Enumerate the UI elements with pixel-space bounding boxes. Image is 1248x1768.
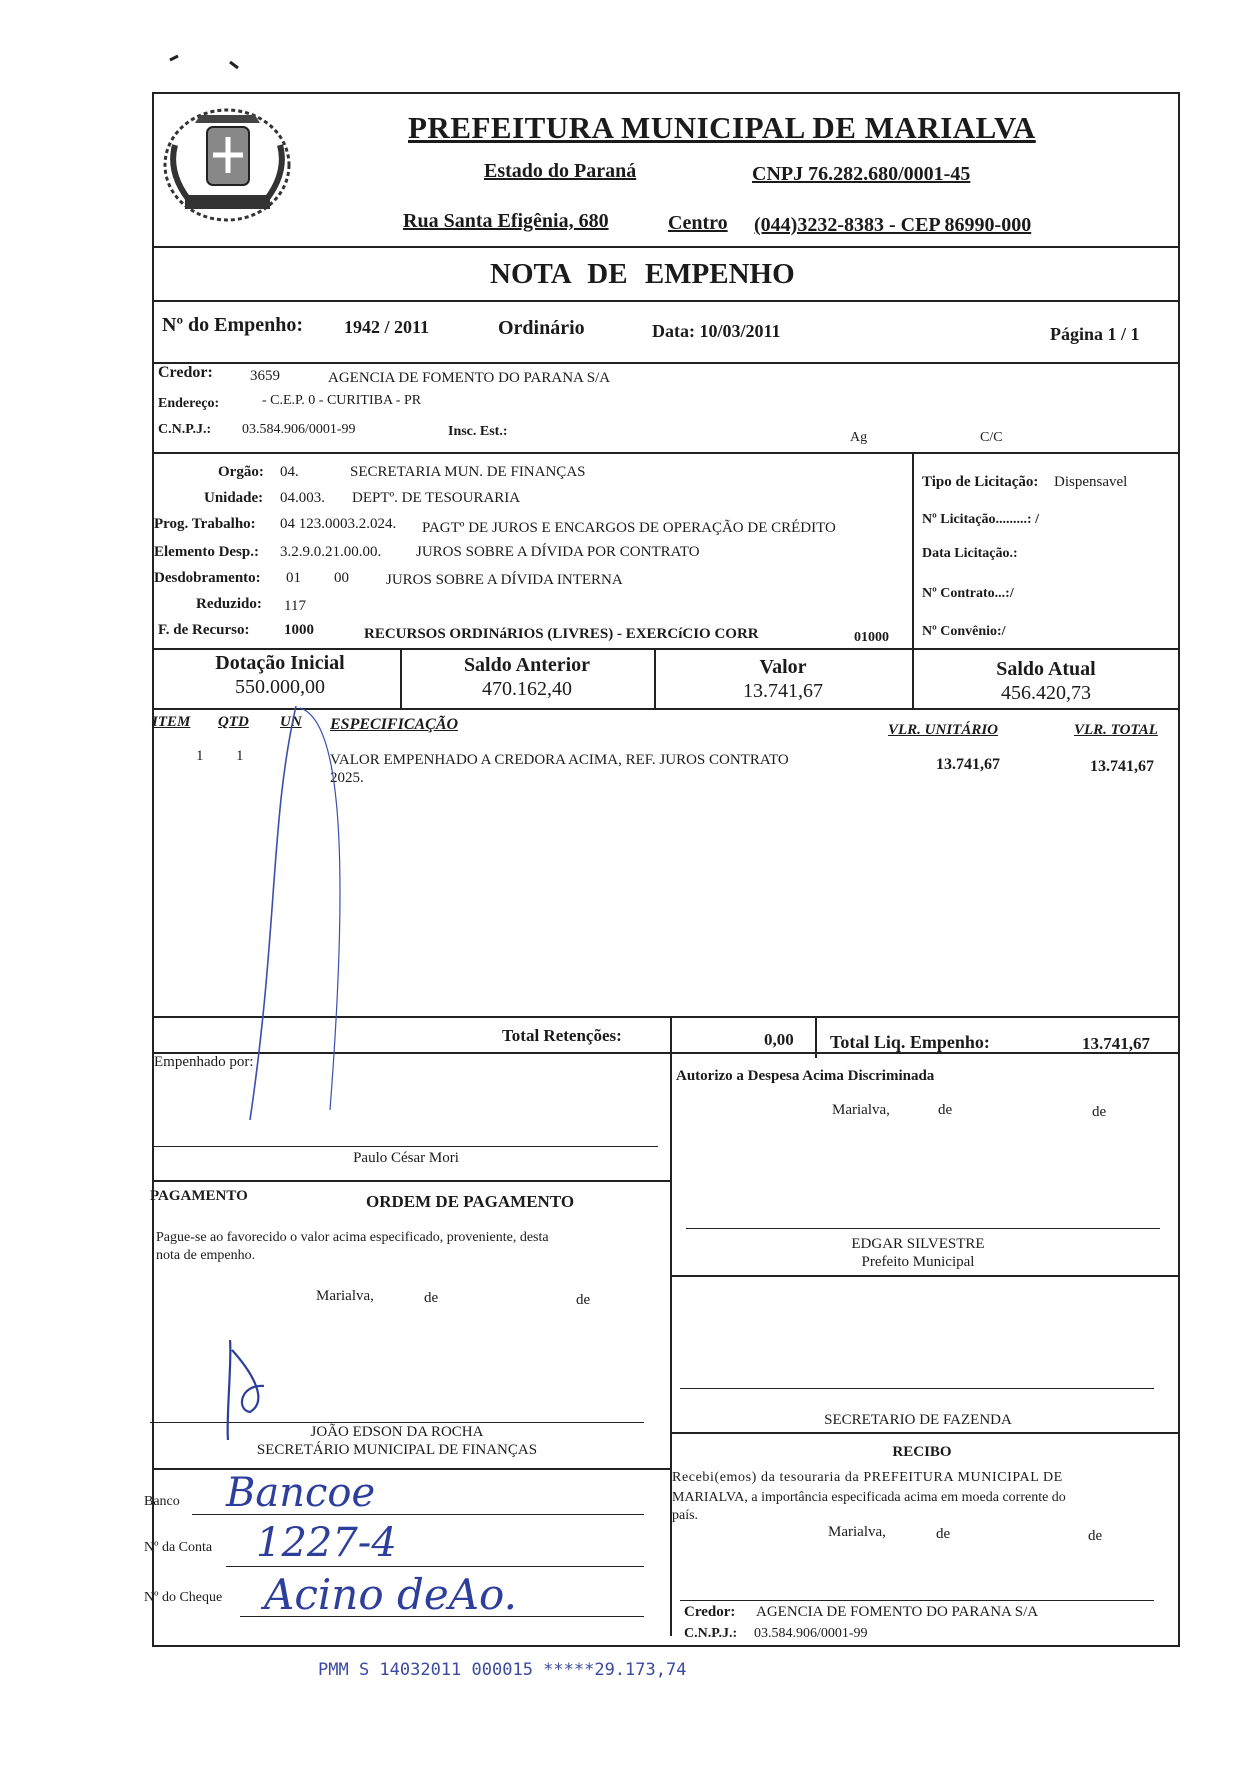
state-name: Estado do Paraná — [484, 160, 637, 182]
pagamento-de2: de — [576, 1292, 591, 1308]
empenho-type: Ordinário — [498, 317, 585, 339]
recibo-cnpj: 03.584.906/0001-99 — [754, 1626, 868, 1641]
recibo-de2: de — [1088, 1528, 1103, 1544]
row-valor-total: 13.741,67 — [1090, 758, 1154, 775]
total-liquido-value: 13.741,67 — [1082, 1034, 1150, 1053]
pagamento-city: Marialva, — [316, 1288, 374, 1304]
col-especificacao: ESPECIFICAÇÃO — [330, 716, 459, 733]
autorizo-de2: de — [1092, 1104, 1107, 1120]
credor-name: AGENCIA DE FOMENTO DO PARANA S/A — [328, 370, 611, 386]
contrato-number: Nº Contrato...:/ — [922, 586, 1014, 601]
empenhado-por-name: Paulo César Mori — [353, 1150, 459, 1166]
recurso-desc: RECURSOS ORDINáRIOS (LIVRES) - EXERCíCIO CORR — [364, 626, 759, 642]
col-qtd: QTD — [218, 714, 249, 730]
account-label: C/C — [980, 430, 1003, 445]
desdobramento-code2: 00 — [334, 570, 349, 586]
recurso-label: F. de Recurso: — [158, 622, 250, 638]
empenhado-por-label: Empenhado por: — [154, 1054, 254, 1070]
desdobramento-label: Desdobramento: — [154, 570, 261, 586]
prog-trabalho-code: 04 123.0003.2.024. — [280, 516, 397, 532]
credor-cnpj: 03.584.906/0001-99 — [242, 422, 356, 437]
saldo-atual-label: Saldo Atual — [996, 658, 1096, 680]
prog-trabalho-label: Prog. Trabalho: — [154, 516, 256, 532]
reduzido-label: Reduzido: — [196, 596, 262, 612]
recibo-credor-name: AGENCIA DE FOMENTO DO PARANA S/A — [756, 1604, 1039, 1620]
total-retencoes-label: Total Retenções: — [502, 1026, 622, 1045]
pagamento-text-line2: nota de empenho. — [156, 1248, 256, 1263]
pagamento-de1: de — [424, 1290, 439, 1306]
unidade-label: Unidade: — [204, 490, 264, 506]
autorizo-city: Marialva, — [832, 1102, 890, 1118]
tipo-licitacao-value: Dispensavel — [1054, 474, 1128, 490]
dotacao-value: 550.000,00 — [235, 676, 325, 698]
desdobramento-desc: JUROS SOBRE A DÍVIDA INTERNA — [386, 572, 623, 588]
licitacao-number: Nº Licitação.........: / — [922, 512, 1039, 527]
credor-label: Credor: — [158, 364, 213, 381]
conta-handwriting: 1227-4 — [256, 1520, 397, 1566]
prefeito-role: Prefeito Municipal — [861, 1254, 975, 1270]
orgao-code: 04. — [280, 464, 299, 480]
desdobramento-code1: 01 — [286, 570, 301, 586]
saldo-anterior-value: 470.162,40 — [482, 678, 572, 700]
municipality-cnpj: CNPJ 76.282.680/0001-45 — [752, 163, 971, 185]
secretario-financas-name: JOÃO EDSON DA ROCHA — [310, 1424, 484, 1440]
credor-code: 3659 — [250, 368, 280, 384]
address-label: Endereço: — [158, 396, 220, 411]
banco-label: Banco — [144, 1494, 180, 1509]
autorizo-de1: de — [938, 1102, 953, 1118]
orgao-name: SECRETARIA MUN. DE FINANÇAS — [350, 464, 586, 480]
col-valor-unitario: VLR. UNITÁRIO — [888, 722, 999, 738]
recibo-de1: de — [936, 1526, 951, 1542]
district: Centro — [668, 212, 728, 234]
cheque-label: Nº do Cheque — [144, 1590, 223, 1605]
autorizo-label: Autorizo a Despesa Acima Discriminada — [676, 1068, 935, 1084]
agency-label: Ag — [850, 430, 868, 445]
row-valor-unitario: 13.741,67 — [936, 756, 1000, 773]
recibo-city: Marialva, — [828, 1524, 886, 1540]
banco-handwriting: Bancoe — [226, 1470, 376, 1516]
page-number: Página 1 / 1 — [1050, 324, 1140, 344]
row-especificacao-line1: VALOR EMPENHADO A CREDORA ACIMA, REF. JUROS CONTRATO — [330, 752, 789, 768]
col-valor-total: VLR. TOTAL — [1074, 722, 1158, 738]
cnpj-label: C.N.P.J.: — [158, 422, 212, 437]
col-un: UN — [280, 714, 302, 730]
total-liquido-label: Total Liq. Empenho: — [830, 1032, 990, 1052]
valor-value: 13.741,67 — [743, 680, 823, 702]
pagamento-label: PAGAMENTO — [150, 1188, 248, 1204]
dotacao-label: Dotação Inicial — [215, 652, 345, 674]
row-qtd: 1 — [236, 748, 244, 764]
recibo-text-line3: país. — [672, 1508, 699, 1523]
tipo-licitacao-label: Tipo de Licitação: — [922, 474, 1039, 490]
reduzido-value: 117 — [284, 598, 306, 614]
recibo-text-line2: MARIALVA, a importância especificada acima em moeda corrente do — [672, 1490, 1066, 1505]
elemento-desp-label: Elemento Desp.: — [154, 544, 259, 560]
empenho-number: 1942 / 2011 — [344, 317, 430, 337]
col-item: ITEM — [152, 714, 191, 730]
licitacao-date: Data Licitação.: — [922, 546, 1018, 561]
ordem-pagamento-label: ORDEM DE PAGAMENTO — [366, 1192, 575, 1211]
empenho-date: Data: 10/03/2011 — [652, 321, 781, 341]
orgao-label: Orgão: — [218, 464, 264, 480]
municipality-title: PREFEITURA MUNICIPAL DE MARIALVA — [408, 110, 1036, 145]
recurso-code2: 01000 — [854, 630, 889, 645]
valor-label: Valor — [759, 656, 807, 678]
recibo-cnpj-label: C.N.P.J.: — [684, 1626, 738, 1641]
secretario-fazenda-label: SECRETARIO DE FAZENDA — [824, 1412, 1012, 1428]
conta-label: Nº da Conta — [144, 1540, 213, 1555]
recibo-label: RECIBO — [892, 1444, 952, 1460]
recibo-text-line1: Recebi(emos) da tesouraria da PREFEITURA MUNICIPAL DE — [672, 1470, 1063, 1485]
saldo-atual-value: 456.420,73 — [1001, 682, 1091, 704]
phone-cep: (044)3232-8383 - CEP 86990-000 — [754, 214, 1032, 236]
total-retencoes-value: 0,00 — [764, 1030, 794, 1049]
credor-address: - C.E.P. 0 - CURITIBA - PR — [262, 393, 422, 408]
prog-trabalho-desc: PAGTº DE JUROS E ENCARGOS DE OPERAÇÃO DE CRÉDITO — [422, 520, 836, 536]
cheque-handwriting: Acino deAo. — [264, 1570, 517, 1619]
unidade-code: 04.003. — [280, 490, 325, 506]
row-item: 1 — [196, 748, 204, 764]
elemento-desp-code: 3.2.9.0.21.00.00. — [280, 544, 382, 560]
recurso-code: 1000 — [284, 622, 314, 638]
secretario-financas-role: SECRETÁRIO MUNICIPAL DE FINANÇAS — [256, 1442, 538, 1458]
prefeito-name: EDGAR SILVESTRE — [851, 1236, 985, 1252]
insc-est-label: Insc. Est.: — [448, 424, 508, 439]
saldo-anterior-label: Saldo Anterior — [463, 654, 591, 676]
unidade-name: DEPTº. DE TESOURARIA — [352, 490, 521, 506]
address: Rua Santa Efigênia, 680 — [403, 210, 609, 232]
empenho-number-label: Nº do Empenho: — [162, 314, 304, 336]
document-title: NOTA DE EMPENHO — [490, 258, 795, 290]
convenio-number: Nº Convênio:/ — [922, 624, 1006, 639]
row-especificacao-line2: 2025. — [330, 770, 364, 786]
payment-stamp: PMM S 14032011 000015 *****29.173,74 — [318, 1660, 687, 1680]
elemento-desp-desc: JUROS SOBRE A DÍVIDA POR CONTRATO — [416, 544, 700, 560]
pagamento-text-line1: Pague-se ao favorecido o valor acima especificado, proveniente, desta — [156, 1230, 549, 1245]
recibo-credor-label: Credor: — [684, 1604, 736, 1620]
